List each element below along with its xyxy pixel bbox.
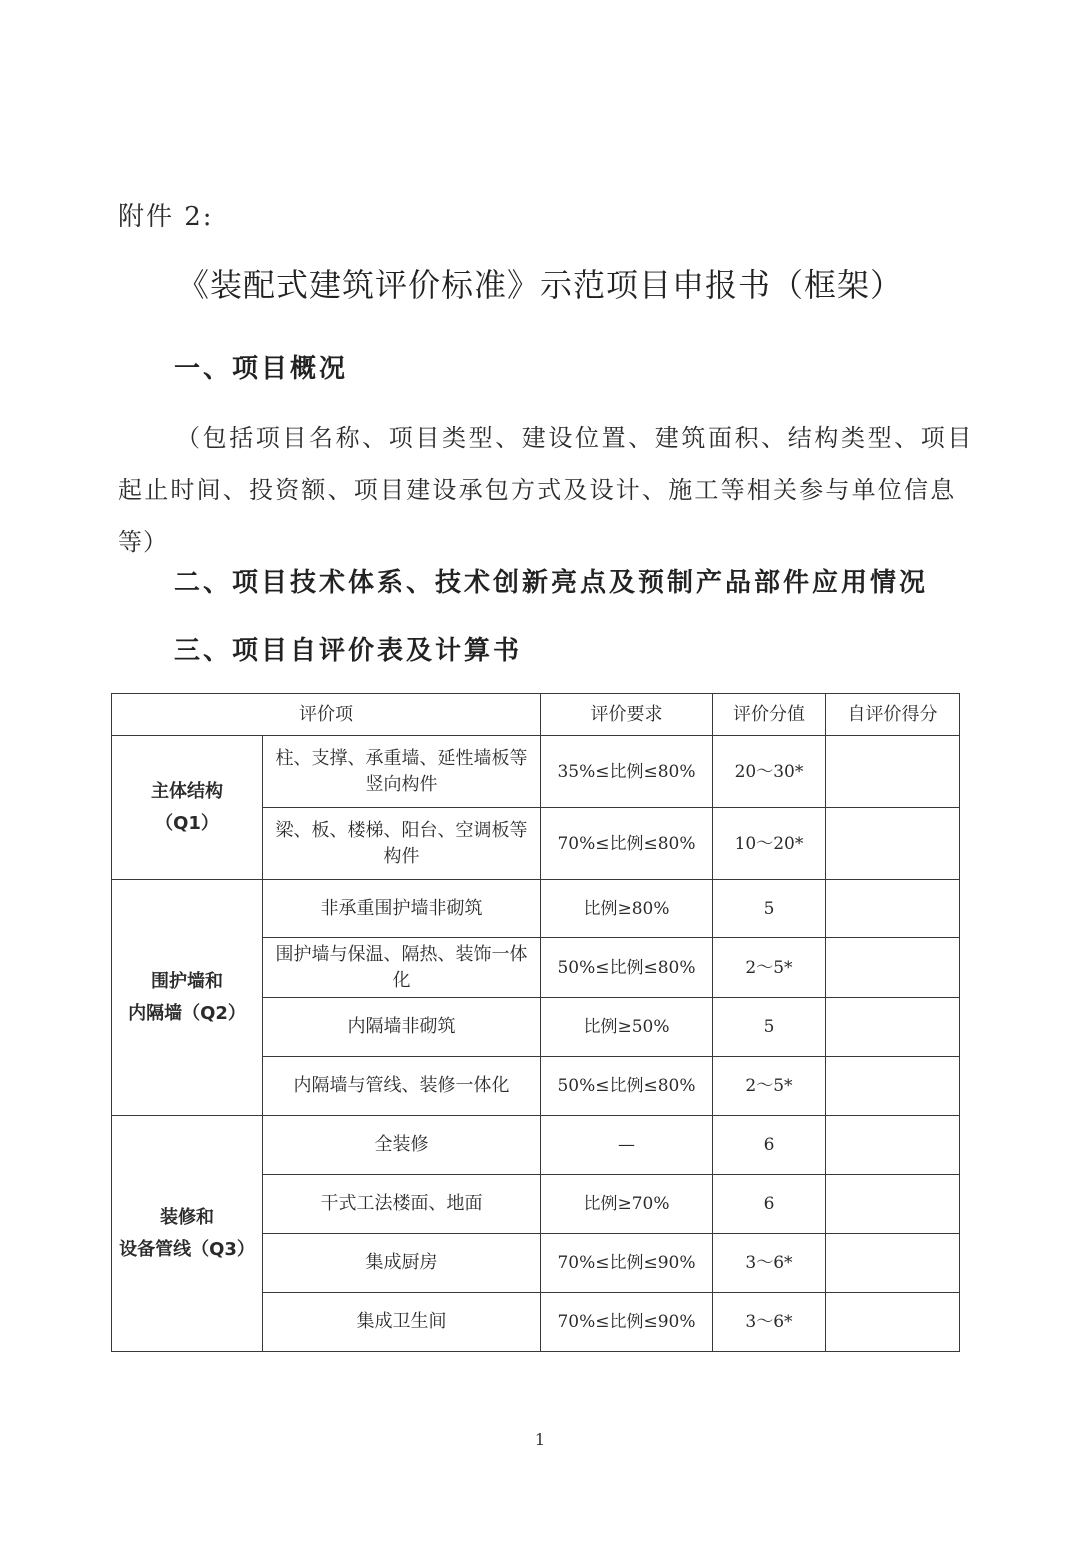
score-cell: 2～5* xyxy=(713,1057,826,1116)
requirement-cell: 70%≤比例≤90% xyxy=(541,1234,713,1293)
table-header-row xyxy=(112,694,960,736)
section-heading-tech-system: 二、项目技术体系、技术创新亮点及预制产品部件应用情况 xyxy=(174,568,929,598)
self-score-cell[interactable] xyxy=(826,880,960,938)
overview-line: 起止时间、投资额、项目建设承包方式及设计、施工等相关参与单位信息 xyxy=(118,476,957,504)
requirement-cell: 70%≤比例≤90% xyxy=(541,1293,713,1352)
category-q2: 围护墙和 内隔墙（Q2） xyxy=(112,880,263,1116)
document-title: 《装配式建筑评价标准》示范项目申报书（框架） xyxy=(176,266,903,304)
item-cell: 内隔墙与管线、装修一体化 xyxy=(263,1057,541,1116)
score-cell: 3～6* xyxy=(713,1293,826,1352)
header-requirement: 评价要求 xyxy=(541,694,713,736)
score-cell: 2～5* xyxy=(713,938,826,998)
requirement-cell: — xyxy=(541,1116,713,1175)
table-row xyxy=(112,880,960,938)
overview-line: （包括项目名称、项目类型、建设位置、建筑面积、结构类型、项目 xyxy=(176,424,974,452)
score-cell: 6 xyxy=(713,1175,826,1234)
requirement-cell: 70%≤比例≤80% xyxy=(541,808,713,880)
requirement-cell: 比例≥70% xyxy=(541,1175,713,1234)
self-score-cell[interactable] xyxy=(826,1057,960,1116)
category-q3: 装修和 设备管线（Q3） xyxy=(112,1116,263,1352)
header-self-score: 自评价得分 xyxy=(826,694,960,736)
item-cell: 集成厨房 xyxy=(263,1234,541,1293)
score-cell: 20～30* xyxy=(713,736,826,808)
item-cell: 全装修 xyxy=(263,1116,541,1175)
requirement-cell: 35%≤比例≤80% xyxy=(541,736,713,808)
score-cell: 6 xyxy=(713,1116,826,1175)
requirement-cell: 比例≥80% xyxy=(541,880,713,938)
score-cell: 5 xyxy=(713,998,826,1057)
header-item: 评价项 xyxy=(112,694,541,736)
score-cell: 3～6* xyxy=(713,1234,826,1293)
item-cell: 非承重围护墙非砌筑 xyxy=(263,880,541,938)
self-score-cell[interactable] xyxy=(826,1175,960,1234)
attachment-label: 附件 2: xyxy=(118,202,214,232)
item-cell: 集成卫生间 xyxy=(263,1293,541,1352)
item-cell: 围护墙与保温、隔热、装饰一体化 xyxy=(263,938,541,998)
score-cell: 5 xyxy=(713,880,826,938)
item-cell: 柱、支撑、承重墙、延性墙板等竖向构件 xyxy=(263,736,541,808)
table-row xyxy=(112,736,960,808)
item-cell: 干式工法楼面、地面 xyxy=(263,1175,541,1234)
section-heading-overview: 一、项目概况 xyxy=(174,354,349,384)
table-row xyxy=(112,1116,960,1175)
self-score-cell[interactable] xyxy=(826,808,960,880)
header-score: 评价分值 xyxy=(713,694,826,736)
section-heading-self-evaluation: 三、项目自评价表及计算书 xyxy=(174,636,523,666)
self-score-cell[interactable] xyxy=(826,1116,960,1175)
self-score-cell[interactable] xyxy=(826,736,960,808)
item-cell: 内隔墙非砌筑 xyxy=(263,998,541,1057)
item-cell: 梁、板、楼梯、阳台、空调板等构件 xyxy=(263,808,541,880)
requirement-cell: 比例≥50% xyxy=(541,998,713,1057)
overview-line: 等） xyxy=(118,528,168,556)
self-score-cell[interactable] xyxy=(826,938,960,998)
score-cell: 10～20* xyxy=(713,808,826,880)
overview-paragraph xyxy=(118,412,974,568)
self-evaluation-table xyxy=(111,693,960,1352)
category-q1: 主体结构 （Q1） xyxy=(112,736,263,880)
requirement-cell: 50%≤比例≤80% xyxy=(541,938,713,998)
self-score-cell[interactable] xyxy=(826,1234,960,1293)
self-score-cell[interactable] xyxy=(826,998,960,1057)
requirement-cell: 50%≤比例≤80% xyxy=(541,1057,713,1116)
self-score-cell[interactable] xyxy=(826,1293,960,1352)
page-number: 1 xyxy=(534,1430,546,1449)
